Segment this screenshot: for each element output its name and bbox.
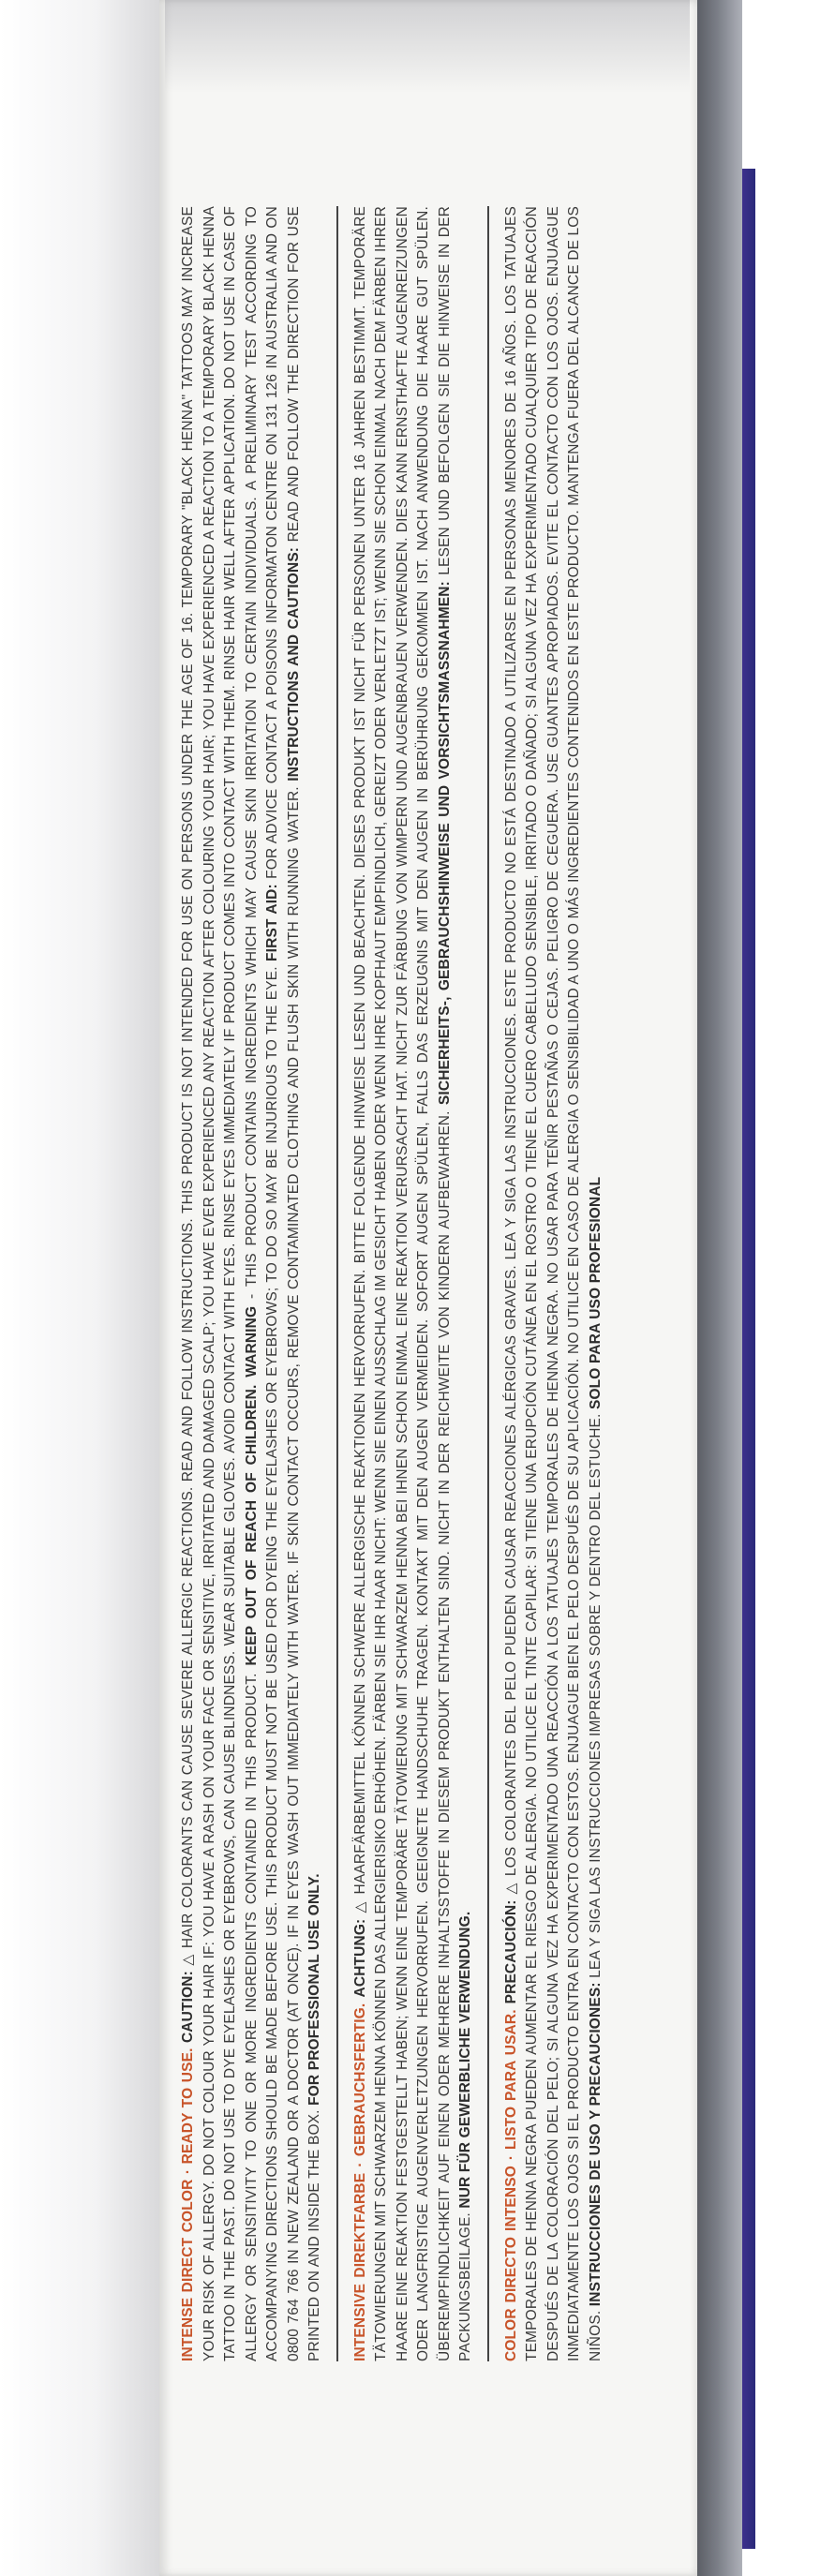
warning-text-en-2: - THIS PRODUCT CONTAINS INGREDIENTS WHICH MAY CAUSE SKIN IRRITATION TO CERTAIN INDIVIDUALS. A PRELIMINARY TEST ACCORDING TO ACCOMPANYING DIRECTIONS SHOULD BE MADE BEFORE USE. THIS PRODUCT MUST NOT BE USED FOR DYEING THE EYELASHES OR EYEBROWS; TO DO SO MAY BE INJURIOUS TO THE EYE. (243, 206, 280, 2361)
warning-bold-en-1: KEEP OUT OF REACH OF CHILDREN. WARNING (243, 1305, 260, 1666)
warning-bold-es-2: SOLO PARA USO PROFESIONAL (587, 1176, 604, 1410)
caution-label-en: CAUTION: (180, 1971, 196, 2044)
background-left (0, 0, 159, 2576)
warning-bold-en-4: FOR PROFESSIONAL USE ONLY. (306, 1873, 322, 2106)
box-blue-edge (742, 169, 755, 2549)
warning-text-en-4: READ AND FOLLOW THE DIRECTION FOR USE PRINTED ON AND INSIDE THE BOX. (285, 206, 322, 2361)
warning-text-panel (178, 206, 665, 2361)
warning-bold-en-3: INSTRUCTIONS AND CAUTIONS: (285, 546, 302, 782)
section-heading-es: COLOR DIRECTO INTENSO · LISTO PARA USAR. (502, 2009, 519, 2361)
caution-label-es: PRECAUCIÓN: (502, 1899, 519, 2004)
warning-bold-en-2: FIRST AID: (264, 884, 280, 961)
section-divider (336, 206, 338, 2361)
box-shadow-top (165, 0, 690, 94)
section-heading-en: INTENSE DIRECT COLOR · READY TO USE. (180, 2047, 196, 2361)
warning-text-de-2: LESEN UND BEFOLGEN SIE DIE HINWEISE IN DER PACKUNGSBEILAGE. (436, 206, 473, 2361)
spanish-warning-section (501, 206, 607, 2361)
warning-bold-de-1: SICHERHEITS-, GEBRAUCHSHINWEISE UND VORSICHTSMASSNAHMEN: (436, 581, 453, 1106)
box-spine-edge (697, 0, 742, 2576)
german-warning-section (350, 206, 477, 2361)
background-right (742, 0, 835, 2576)
caution-label-de: ACHTUNG: (351, 1918, 368, 1998)
warning-text-en-3: FOR ADVICE CONTACT A POISONS INFORMATON CENTRE ON 131 126 IN AUSTRALIA AND ON 0800 764 766 IN NEW ZEALAND OR A DOCTOR (AT ONCE). IF IN EYES WASH OUT IMMEDIATELY WITH WATER. IF SKIN CONTACT OCCURS, REMOVE CONTAMINATED CLOTHING AND FLUSH SKIN WITH RUNNING WATER. (264, 206, 302, 2361)
warning-text-es-2: LEA Y SIGA LAS INSTRUCCIONES IMPRESAS SOBRE Y DENTRO DEL ESTUCHE. (587, 1413, 604, 1978)
section-heading-de: INTENSIVE DIREKTFARBE · GEBRAUCHSFERTIG. (351, 2003, 368, 2361)
warning-text-de-1: △ HAARFÄRBEMITTEL KÖNNEN SCHWERE ALLERGISCHE REAKTIONEN HERVORRUFEN. BITTE FOLGENDE HINWEISE LESEN UND BEACHTEN. DIESES PRODUKT IST NICHT FÜR PERSONEN UNTER 16 JAHREN BESTIMMT. TEMPORÄRE TÄTOWIERUNGEN MIT SCHWARZEM HENNA KÖNNEN DAS ALLERGIERISIKO ERHÖHEN. FÄRBEN SIE IHR HAAR NICHT: WENN SIE EINEN AUSSCHLAG IM GESICHT HABEN ODER WENN IHRE KOPFHAUT EMPFINDLICH, GEREIZT ODER VERLETZT IST; WENN SIE SCHON EINMAL NACH DEM FÄRBEN IHRER HAARE EINE REAKTION FESTGESTELLT HABEN; WENN EINE TEMPORÄRE TÄTOWIERUNG MIT SCHWARZEM HENNA BEI IHNEN SCHON EINMAL EINE REAKTION VERURSACHT HAT. NICHT ZUR FÄRBUNG VON WIMPERN UND AUGENBRAUEN VERWENDEN. DIES KANN ERNSTHAFTE AUGENREIZUNGEN ODER LANGFRISTIGE AUGENVERLETZUNGEN HERVORRUFEN. GEEIGNETE HANDSCHUHE TRAGEN. KONTAKT MIT DEN AUGEN VERMEIDEN. SOFORT AUGEN SPÜLEN, FALLS DAS ERZEUGNIS MIT DEN AUGEN IN BERÜHRUNG GEKOMMEN IST. NACH ANWENDUNG DIE HAARE GUT SPÜLEN. ÜBEREMPFINDLICHKEIT AUF EINEN ODER MEHRERE INHALTSSTOFFE IN DIESEM PRODUKT ENTHALTEN SIND. NICHT IN DER REICHWEITE VON KINDERN AUFBEWAHREN. (351, 206, 453, 2361)
warning-bold-es-1: INSTRUCCIONES DE USO Y PRECAUCIONES: (587, 1982, 604, 2307)
warning-text-en-1: △ HAIR COLORANTS CAN CAUSE SEVERE ALLERGIC REACTIONS. READ AND FOLLOW INSTRUCTIONS. THIS PRODUCT IS NOT INTENDED FOR USE ON PERSONS UNDER THE AGE OF 16. TEMPORARY "BLACK HENNA" TATTOOS MAY INCREASE YOUR RISK OF ALLERGY. DO NOT COLOUR YOUR HAIR IF: YOU HAVE A RASH ON YOUR FACE OR SENSITIVE, IRRITATED AND DAMAGED SCALP; YOU HAVE EVER EXPERIENCED ANY REACTION AFTER COLOURING YOUR HAIR; YOU HAVE EXPERIENCED A REACTION TO A TEMPORARY BLACK HENNA TATTOO IN THE PAST. DO NOT USE TO DYE EYELASHES OR EYEBROWS, CAN CAUSE BLINDNESS. WEAR SUITABLE GLOVES. AVOID CONTACT WITH EYES. RINSE EYES IMMEDIATELY IF PRODUCT COMES INTO CONTACT WITH THEM. RINSE HAIR WELL AFTER APPLICATION. DO NOT USE IN CASE OF ALLERGY OR SENSITIVITY TO ONE OR MORE INGREDIENTS CONTAINED IN THIS PRODUCT. (180, 206, 260, 2361)
warning-text-es-1: △ LOS COLORANTES DEL PELO PUEDEN CAUSAR REACCIONES ALÉRGICAS GRAVES. LEA Y SIGA LAS INSTRUCCIONES. ESTE PRODUCTO NO ESTÁ DESTINADO A UTILIZARSE EN PERSONAS MENORES DE 16 AÑOS. LOS TATUAJES TEMPORALES DE HENNA NEGRA PUEDEN AUMENTAR EL RIESGO DE ALERGIA. NO UTILICE EL TINTE CAPILAR: SI TIENE UNA ERUPCIÓN CUTÁNEA EN EL ROSTRO O TIENE EL CUERO CABELLUDO SENSIBLE, IRRITADO O DAÑADO; SI ALGUNA VEZ HA EXPERIMENTADO CUALQUIER TIPO DE REACCIÓN DESPUÉS DE LA COLORACIÓN DEL PELO; SI ALGUNA VEZ HA EXPERIMENTADO UNA REACCIÓN A LOS TATUAJES TEMPORALES DE HENNA NEGRA. NO USAR PARA TEÑIR PESTAÑAS O CEJAS. PELIGRO DE CEGUERA. USE GUANTES APROPIADOS. EVITE EL CONTACTO CON LOS OJOS. ENJUAGUE INMEDIATAMENTE LOS OJOS SI EL PRODUCTO ENTRA EN CONTACTO CON ESTOS. ENJUAGUE BIEN EL PELO DESPUÉS DE SU APLICACIÓN. NO UTILICE EN CASO DE ALERGIA O SENSIBILIDAD A UNO O MÁS INGREDIENTES CONTENIDOS EN ESTE PRODUCTO. MANTENGA FUERA DEL ALCANCE DE LOS NIÑOS. (502, 206, 604, 2361)
section-divider (487, 206, 489, 2361)
english-warning-section (178, 206, 326, 2361)
warning-bold-de-2: NUR FÜR GEWERBLICHE VERWENDUNG. (457, 1911, 473, 2209)
